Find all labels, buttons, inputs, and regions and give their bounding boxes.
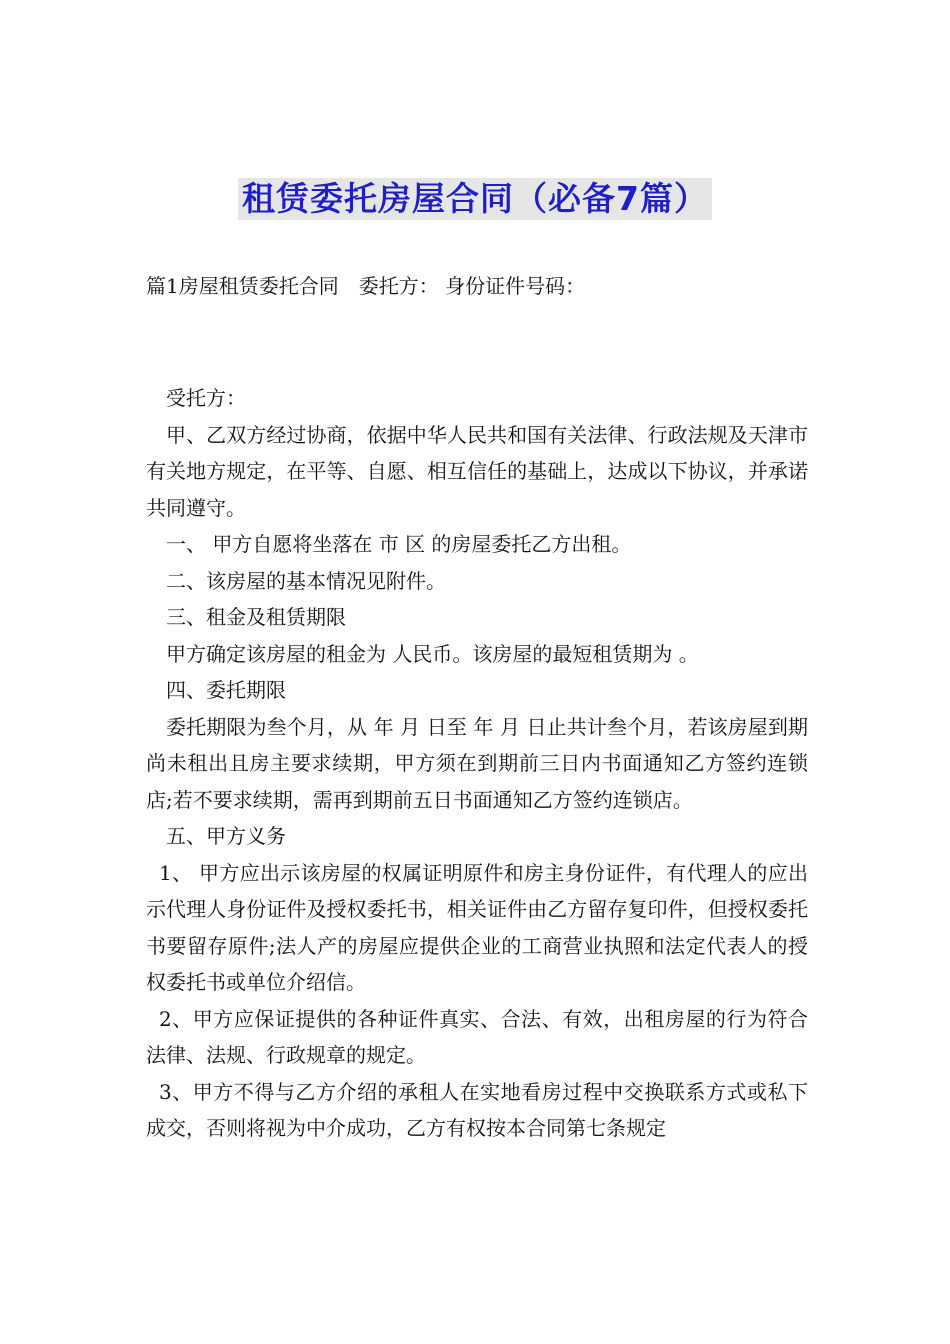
paragraph-rent: 甲方确定该房屋的租金为 人民币。该房屋的最短租赁期为 。: [166, 641, 699, 666]
paragraph-duty-1: 1、 甲方应出示该房屋的权属证明原件和房主身份证件，有代理人的应出示代理人身份证件及授权委托书，相关证件由乙方留存复印件，但授权委托书要留存原件;法人产的房屋应提供企业的工商营业执照和法定代表人的授权委托书或单位介绍信。: [146, 860, 808, 994]
paragraph-clause-5-heading: 五、甲方义务: [166, 824, 286, 848]
paragraph-duty-2: 2、甲方应保证提供的各种证件真实、合法、有效，出租房屋的行为符合法律、法规、行政规章的规定。: [146, 1006, 808, 1067]
paragraph-clause-3-heading: 三、租金及租赁期限: [166, 605, 346, 629]
paragraph-term: 委托期限为叁个月，从 年 月 日至 年 月 日止共计叁个月，若该房屋到期尚未租出且房主要求续期，甲方须在到期前三日内书面通知乙方签约连锁店;若不要求续期，需再到期前五日书面通知乙方签约连锁店。: [146, 714, 808, 812]
paragraph-duty-3: 3、甲方不得与乙方介绍的承租人在实地看房过程中交换联系方式或私下成交，否则将视为中介成功，乙方有权按本合同第七条规定: [146, 1079, 808, 1140]
paragraph-clause-2: 二、该房屋的基本情况见附件。: [166, 568, 446, 593]
paragraph-clause-4-heading: 四、委托期限: [166, 678, 286, 702]
paragraph-preamble: 甲、乙双方经过协商，依据中华人民共和国有关法律、行政法规及天津市有关地方规定，在平等、自愿、相互信任的基础上，达成以下协议，并承诺共同遵守。: [146, 422, 808, 520]
paragraph-clause-1: 一、 甲方自愿将坐落在 市 区 的房屋委托乙方出租。: [166, 532, 632, 556]
title-container: [0, 178, 950, 220]
intro-line: 篇1房屋租赁委托合同 委托方： 身份证件号码：: [146, 274, 586, 298]
document-title: 租赁委托房屋合同（必备7篇）: [238, 178, 712, 220]
document-body: [146, 380, 808, 1147]
paragraph-trustee: 受托方：: [166, 386, 246, 410]
